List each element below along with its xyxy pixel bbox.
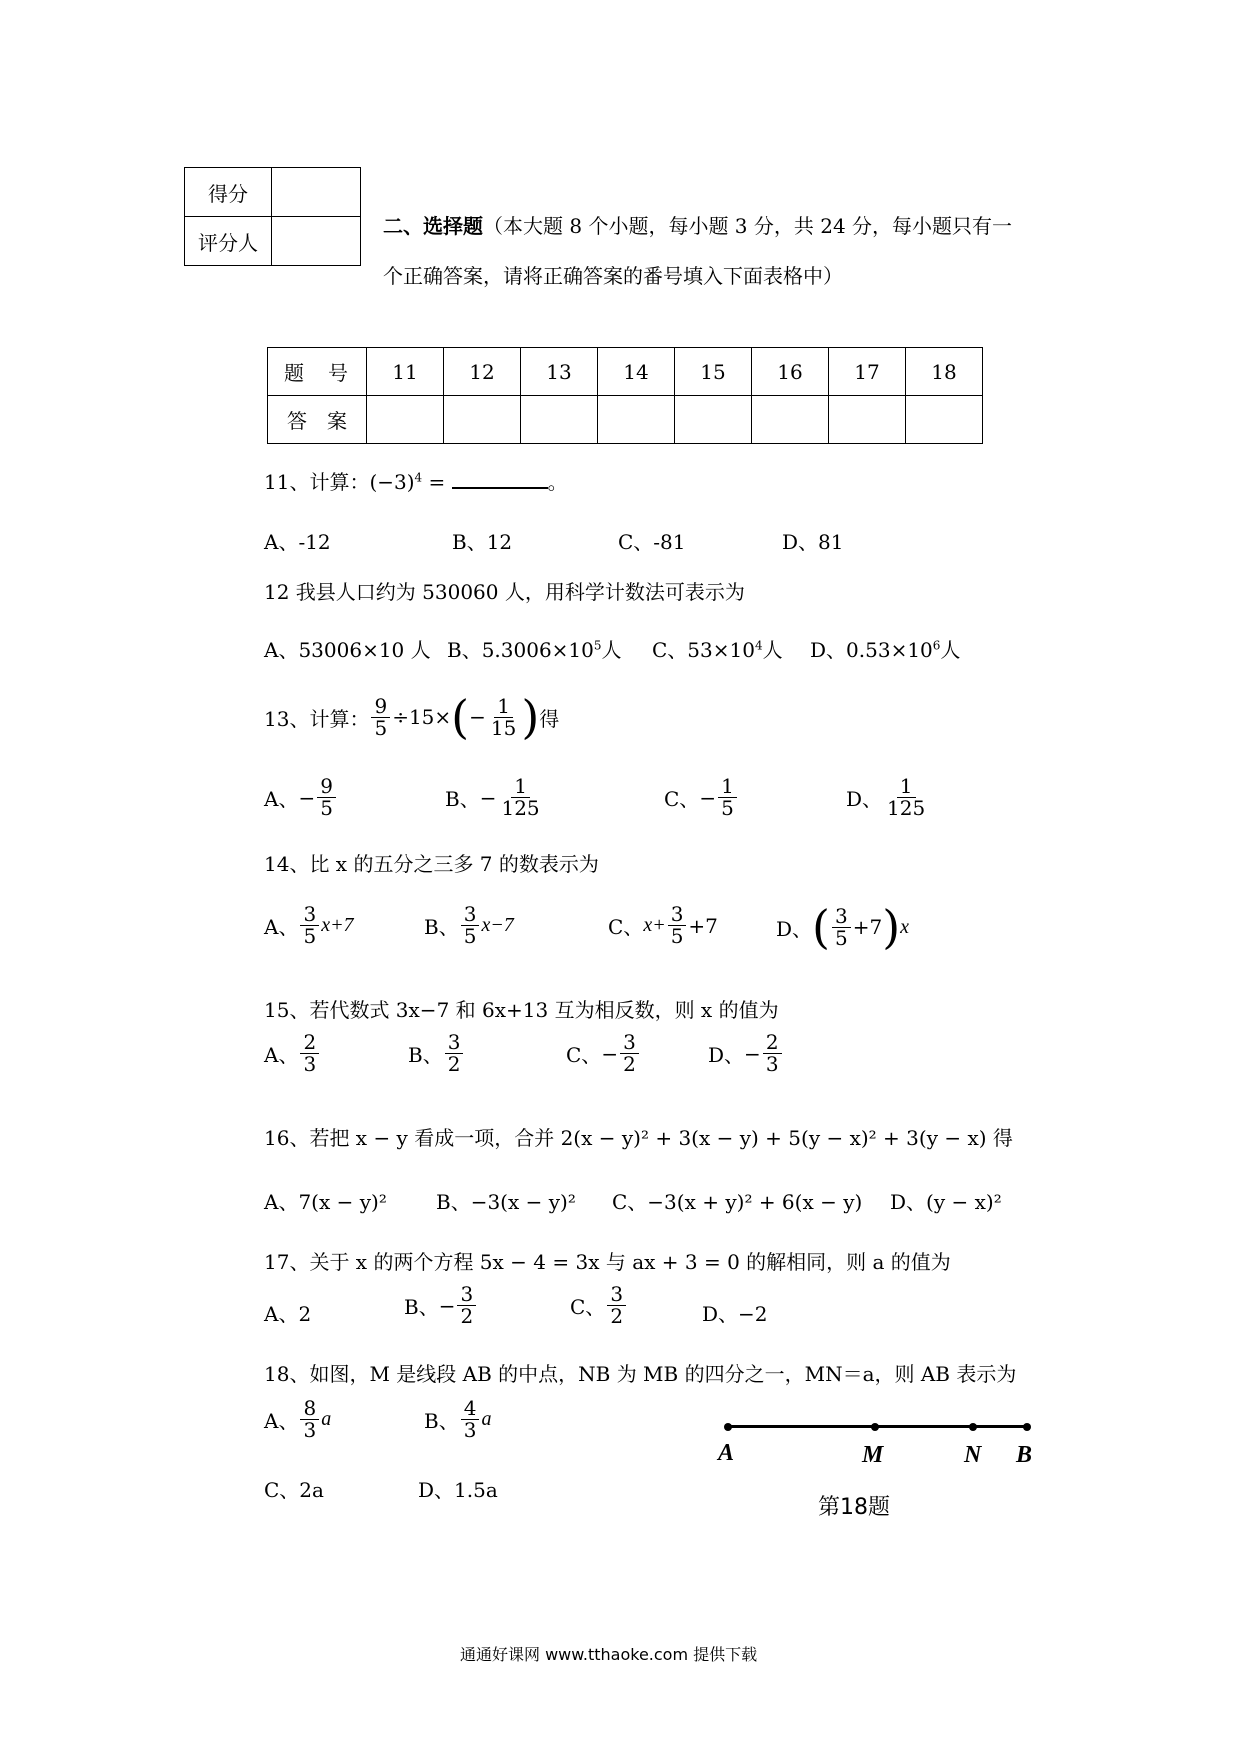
- option-label: C、: [608, 915, 644, 939]
- q16-option-a[interactable]: A、7(x − y)²: [264, 1190, 387, 1214]
- q12-d-unit: 人: [940, 638, 961, 662]
- fraction: [300, 1398, 319, 1441]
- minus-sign: −: [479, 785, 497, 810]
- q15-option-c[interactable]: [566, 1032, 641, 1075]
- q12-b-unit: 人: [601, 638, 622, 662]
- minus-sign: −: [438, 1293, 456, 1318]
- numerator: 4: [461, 1398, 480, 1420]
- q12-option-d[interactable]: [810, 634, 960, 663]
- section-title: 二、选择题: [383, 214, 483, 238]
- answer-cell[interactable]: [829, 396, 906, 444]
- denominator: 5: [463, 924, 477, 948]
- answer-cell[interactable]: [906, 396, 983, 444]
- option-label: A、: [264, 915, 299, 939]
- score-label: 得分: [185, 168, 272, 217]
- denominator: 125: [887, 796, 926, 820]
- score-cell[interactable]: [272, 168, 361, 217]
- q16-option-b[interactable]: B、−3(x − y)²: [436, 1190, 576, 1214]
- fraction: [668, 904, 687, 947]
- fraction: [607, 1284, 626, 1327]
- numerator: 9: [317, 776, 336, 798]
- minus-sign: −: [744, 1041, 761, 1066]
- q14-option-a[interactable]: [264, 904, 354, 947]
- q18-option-a[interactable]: [264, 1398, 331, 1441]
- q12-option-b[interactable]: [447, 634, 622, 663]
- q16-option-c[interactable]: C、−3(x + y)² + 6(x − y): [612, 1190, 863, 1214]
- variable: a: [481, 1408, 492, 1430]
- q17-option-b[interactable]: [404, 1284, 478, 1327]
- q11-prefix: 11、计算：: [264, 470, 370, 494]
- fraction: [445, 1032, 464, 1075]
- footer-text: 通通好课网 www.tthaoke.com 提供下载: [460, 1645, 758, 1664]
- q18-option-b[interactable]: [424, 1398, 491, 1441]
- q13-operator: ÷15×: [392, 705, 452, 729]
- q11-exponent: 4: [414, 470, 423, 485]
- point-b: [1023, 1423, 1031, 1431]
- q17-option-a[interactable]: A、2: [264, 1302, 312, 1326]
- numerator: 3: [300, 904, 319, 926]
- denominator: 5: [303, 924, 317, 948]
- q15-option-a[interactable]: [264, 1032, 321, 1075]
- q15-stem: 15、若代数式 3x−7 和 6x+13 互为相反数，则 x 的值为: [264, 998, 779, 1022]
- answer-table: [267, 347, 983, 444]
- denominator: 3: [463, 1418, 477, 1442]
- grader-cell[interactable]: [272, 217, 361, 266]
- numerator: 3: [620, 1032, 639, 1054]
- q12-option-a[interactable]: A、53006×10 人: [264, 638, 431, 662]
- q14-stem: 14、比 x 的五分之三多 7 的数表示为: [264, 852, 599, 876]
- q12-option-c[interactable]: [652, 634, 783, 663]
- q13-a-fraction: [317, 776, 336, 819]
- q18-stem: 18、如图，M 是线段 AB 的中点，NB 为 MB 的四分之一，MN＝a，则 AB 表示为: [264, 1362, 1017, 1386]
- option-label: B、: [424, 915, 459, 939]
- denominator: 5: [721, 796, 734, 820]
- q11-option-a[interactable]: A、-12: [264, 530, 331, 554]
- denominator: 5: [835, 925, 848, 950]
- answer-cell[interactable]: [367, 396, 444, 444]
- q12-c-text: C、53×10: [652, 638, 755, 662]
- denominator: 3: [303, 1418, 317, 1442]
- q12-c-exp: 4: [754, 638, 763, 653]
- option-label: D、: [708, 1043, 745, 1067]
- label-n: N: [964, 1442, 982, 1468]
- fraction: [620, 1032, 639, 1075]
- q14-option-d[interactable]: [776, 900, 910, 954]
- numerator: 3: [832, 906, 851, 928]
- denominator: 5: [374, 715, 388, 740]
- q11-end: 。: [547, 470, 568, 494]
- q13-option-c[interactable]: [664, 776, 739, 819]
- fraction: [300, 1032, 319, 1075]
- denominator: 3: [765, 1052, 779, 1076]
- point-n: [969, 1423, 977, 1431]
- section-heading: [383, 210, 1012, 239]
- numerator: 1: [897, 776, 916, 798]
- denominator: 2: [610, 1304, 624, 1328]
- denominator: 2: [460, 1304, 474, 1328]
- q-number: 18: [906, 348, 983, 396]
- q13-option-b[interactable]: [445, 776, 545, 819]
- q11-option-d[interactable]: D、81: [782, 530, 844, 554]
- numerator: 1: [511, 776, 530, 798]
- option-expr: +7: [852, 915, 883, 939]
- q14-option-b[interactable]: [424, 904, 514, 947]
- minus-sign: −: [469, 705, 486, 729]
- q16-option-d[interactable]: D、(y − x)²: [890, 1190, 1002, 1214]
- q13-prefix: 13、计算：: [264, 706, 370, 731]
- q-number: 12: [444, 348, 521, 396]
- numerator: 1: [718, 776, 737, 798]
- left-paren: (: [812, 900, 830, 954]
- point-a: [724, 1423, 732, 1431]
- fraction: [300, 904, 319, 947]
- q11-stem: [264, 466, 568, 495]
- numerator: 2: [763, 1032, 782, 1054]
- q11-option-c[interactable]: C、-81: [618, 530, 686, 554]
- q-number: 13: [521, 348, 598, 396]
- label-b: B: [1016, 1442, 1033, 1468]
- right-paren: ): [882, 900, 901, 954]
- label-a: A: [718, 1440, 735, 1466]
- numerator: 3: [457, 1284, 476, 1306]
- q13-d-fraction: [884, 776, 928, 819]
- q14-option-c[interactable]: [608, 904, 718, 947]
- q13-stem: [264, 690, 560, 744]
- option-label: B、: [404, 1295, 439, 1319]
- q13-c-fraction: [718, 776, 737, 819]
- numerator: 9: [371, 696, 390, 718]
- variable: x: [900, 915, 910, 938]
- option-label: D、: [846, 787, 883, 811]
- q15-option-d[interactable]: [708, 1032, 784, 1075]
- fraction: [832, 903, 851, 950]
- q-number: 14: [598, 348, 675, 396]
- numerator: 2: [300, 1032, 319, 1054]
- q12-c-unit: 人: [762, 638, 783, 662]
- option-label: C、: [570, 1295, 606, 1319]
- numerator: 3: [445, 1032, 464, 1054]
- denominator: 125: [501, 796, 540, 820]
- fraction: [461, 904, 480, 947]
- fraction: [763, 1032, 782, 1075]
- option-label: B、: [445, 787, 480, 811]
- option-label: C、: [566, 1043, 602, 1067]
- q18-option-d[interactable]: D、1.5a: [418, 1478, 498, 1502]
- q11-expr: (−3): [369, 470, 415, 494]
- numerator: 3: [668, 904, 687, 926]
- q12-d-text: D、0.53×10: [810, 638, 933, 662]
- q11-blank[interactable]: [452, 469, 548, 489]
- option-expr: x+: [643, 914, 666, 936]
- option-label: B、: [408, 1043, 443, 1067]
- q-number: 11: [367, 348, 444, 396]
- q18-option-c[interactable]: C、2a: [264, 1478, 324, 1502]
- option-expr: x−7: [481, 914, 514, 936]
- label-m: M: [862, 1442, 884, 1468]
- answer-cell[interactable]: [598, 396, 675, 444]
- grader-label: 评分人: [185, 217, 272, 266]
- q12-d-exp: 6: [932, 638, 941, 653]
- q-number: 15: [675, 348, 752, 396]
- option-label: C、: [664, 787, 700, 811]
- option-label: A、: [264, 1409, 299, 1433]
- minus-sign: −: [601, 1041, 619, 1066]
- fraction: [457, 1284, 476, 1327]
- option-expr: +7: [688, 913, 718, 938]
- section-desc-1: （本大题 8 个小题，每小题 3 分，共 24 分，每小题只有一: [483, 214, 1013, 238]
- q12-stem: 12 我县人口约为 530060 人，用科学计数法可表示为: [264, 580, 745, 604]
- q16-stem: 16、若把 x − y 看成一项，合并 2(x − y)² + 3(x − y) + 5(y − x)² + 3(y − x) 得: [264, 1126, 1013, 1150]
- q13-fraction-1: [371, 693, 390, 740]
- option-label: B、: [424, 1409, 459, 1433]
- variable: a: [321, 1408, 332, 1430]
- q11-equals: =: [428, 470, 446, 494]
- minus-sign: −: [298, 785, 316, 810]
- denominator: 2: [447, 1052, 461, 1076]
- q12-b-exp: 5: [593, 638, 602, 653]
- denominator: 5: [320, 796, 333, 820]
- q13-b-fraction: [498, 776, 542, 819]
- denominator: 3: [303, 1052, 317, 1076]
- q13-option-d[interactable]: [846, 776, 930, 819]
- answer-cell[interactable]: [444, 396, 521, 444]
- numerator: 1: [494, 696, 513, 718]
- q15-option-b[interactable]: [408, 1032, 465, 1075]
- answer-cell[interactable]: [675, 396, 752, 444]
- option-label: A、: [264, 1043, 299, 1067]
- q17-option-d[interactable]: D、−2: [702, 1302, 768, 1326]
- left-paren: (: [451, 690, 470, 744]
- q13-suffix: 得: [539, 706, 560, 731]
- q17-option-c[interactable]: [570, 1284, 628, 1327]
- option-label: A、: [264, 787, 299, 811]
- numerator: 3: [607, 1284, 626, 1306]
- answer-cell[interactable]: [521, 396, 598, 444]
- minus-sign: −: [699, 785, 717, 810]
- q-number: 16: [752, 348, 829, 396]
- answer-table-header: 题 号: [268, 348, 367, 396]
- q-number: 17: [829, 348, 906, 396]
- denominator: 5: [670, 924, 684, 948]
- answer-cell[interactable]: [752, 396, 829, 444]
- q12-b-text: B、5.3006×10: [447, 638, 594, 662]
- figure-caption: 第18题: [818, 1495, 890, 1520]
- denominator: 15: [490, 715, 517, 740]
- point-m: [871, 1423, 879, 1431]
- numerator: 3: [461, 904, 480, 926]
- q17-stem: 17、关于 x 的两个方程 5x − 4 = 3x 与 ax + 3 = 0 的解相同，则 a 的值为: [264, 1250, 951, 1274]
- numerator: 8: [300, 1398, 319, 1420]
- answer-label: 答 案: [268, 396, 367, 444]
- section-desc-2: 个正确答案，请将正确答案的番号填入下面表格中）: [383, 264, 843, 288]
- option-expr: x+7: [321, 914, 354, 936]
- q11-option-b[interactable]: B、12: [452, 530, 513, 554]
- score-box: [184, 167, 361, 266]
- right-paren: ): [521, 690, 540, 744]
- q13-option-a[interactable]: [264, 776, 338, 819]
- q13-fraction-2: [488, 693, 519, 740]
- option-label: D、: [776, 916, 813, 941]
- fraction: [461, 1398, 480, 1441]
- denominator: 2: [623, 1052, 636, 1076]
